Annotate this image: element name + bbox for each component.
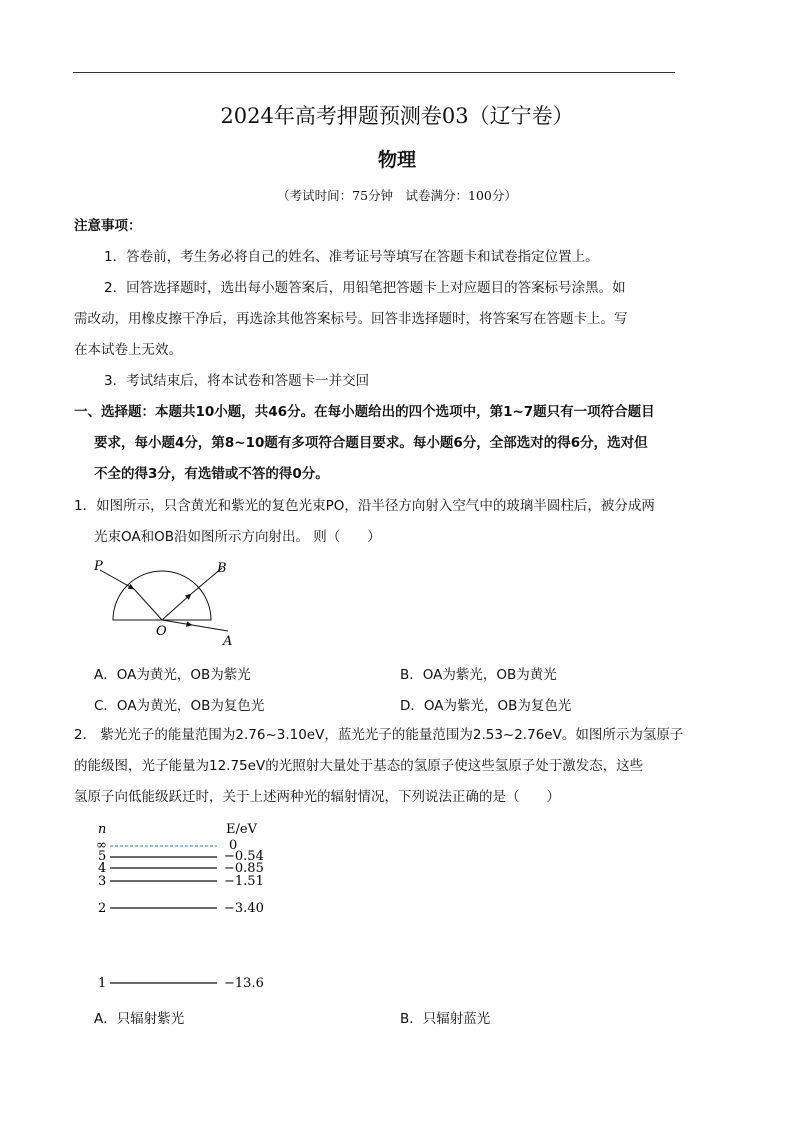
q1-stem-line-1: 1．如图所示，只含黄光和紫光的复色光束PO，沿半径方向射入空气中的玻璃半圆柱后，被分成两 <box>74 498 655 514</box>
q1-stem-line-2: 光束OA和OB沿如图所示方向射出。 则（ ） <box>94 529 381 545</box>
notice-heading: 注意事项： <box>74 218 142 234</box>
q1-option-c: C．OA为黄光，OB为复色光 <box>94 698 265 714</box>
label-p: P <box>94 559 103 574</box>
level-3-e: −1.51 <box>224 874 264 889</box>
level-1-n: 1 <box>98 976 107 991</box>
label-o: O <box>156 624 167 639</box>
notice-item-1: 1．答卷前，考生务必将自己的姓名、准考证号等填写在答题卡和试卷指定位置上。 <box>104 249 599 265</box>
level-2 <box>98 901 264 916</box>
level-inf-n: ∞ <box>96 838 107 853</box>
subject-title: 物理 <box>377 149 416 171</box>
q1-option-a: A．OA为黄光，OB为紫光 <box>94 667 251 683</box>
level-2-n: 2 <box>98 901 107 916</box>
ray-po-arrow <box>100 570 134 589</box>
q1-semicircle-figure <box>88 558 248 650</box>
energy-level-diagram <box>90 815 280 995</box>
level-inf-e: 0 <box>229 838 238 853</box>
level-1-e: −13.6 <box>224 976 264 991</box>
ray-oa <box>192 625 228 631</box>
level-3 <box>98 874 264 889</box>
section1-line-2: 要求，每小题4分，第8~10题有多项符合题目要求。每小题6分，全部选对的得6分，选对但 <box>94 435 648 451</box>
notice-item-3: 3．考试结束后，将本试卷和答题卡一并交回 <box>104 373 370 389</box>
notice-item-2-line-2: 需改动，用橡皮擦干净后，再选涂其他答案标号。回答非选择题时，将答案写在答题卡上。写 <box>74 311 628 327</box>
section1-line-3: 不全的得3分，有选错或不答的得0分。 <box>94 466 329 482</box>
glass-semicircle <box>113 571 211 620</box>
ray-ob-arrow <box>162 594 191 620</box>
exam-title: 2024年高考押题预测卷03（辽宁卷） <box>220 104 574 128</box>
level-2-e: −3.40 <box>224 901 264 916</box>
q2-stem-line-3: 氢原子向低能级跃迁时，关于上述两种光的辐射情况，下列说法正确的是（ ） <box>74 789 560 805</box>
level-5-e: −0.54 <box>224 849 264 864</box>
level-4-e: −0.85 <box>224 861 264 876</box>
notice-item-2-line-1: 2．回答选择题时，选出每小题答案后，用铅笔把答题卡上对应题目的答案标号涂黑。如 <box>104 280 626 296</box>
level-4-n: 4 <box>98 861 107 876</box>
energy-axis-header: E/eV <box>226 822 257 837</box>
q2-option-a: A．只辐射紫光 <box>94 1011 185 1027</box>
ray-po <box>134 589 162 620</box>
level-inf <box>96 838 237 853</box>
q2-stem-line-2: 的能级图，光子能量为12.75eV的光照射大量处于基态的氢原子使这些氢原子处于激发态，这些 <box>74 758 644 774</box>
n-axis-header: n <box>98 822 107 837</box>
q1-option-b: B．OA为紫光，OB为黄光 <box>400 667 557 683</box>
level-5-n: 5 <box>98 849 107 864</box>
level-1 <box>98 976 264 991</box>
exam-info: （考试时间：75分钟 试卷满分：100分） <box>277 188 517 203</box>
label-b: B <box>217 561 227 576</box>
q2-stem-line-1: 2． 紫光光子的能量范围为2.76~3.10eV，蓝光光子的能量范围为2.53~2.76eV。如图所示为氢原子 <box>74 727 684 743</box>
q2-option-b: B．只辐射蓝光 <box>400 1011 491 1027</box>
section1-line-1: 一、选择题：本题共10小题，共46分。在每小题给出的四个选项中，第1~7题只有一项符合题目 <box>74 404 655 420</box>
header-rule <box>73 72 675 73</box>
level-3-n: 3 <box>98 874 107 889</box>
label-a: A <box>223 634 233 649</box>
q1-option-d: D．OA为紫光，OB为复色光 <box>400 698 572 714</box>
notice-item-2-line-3: 在本试卷上无效。 <box>74 342 182 358</box>
